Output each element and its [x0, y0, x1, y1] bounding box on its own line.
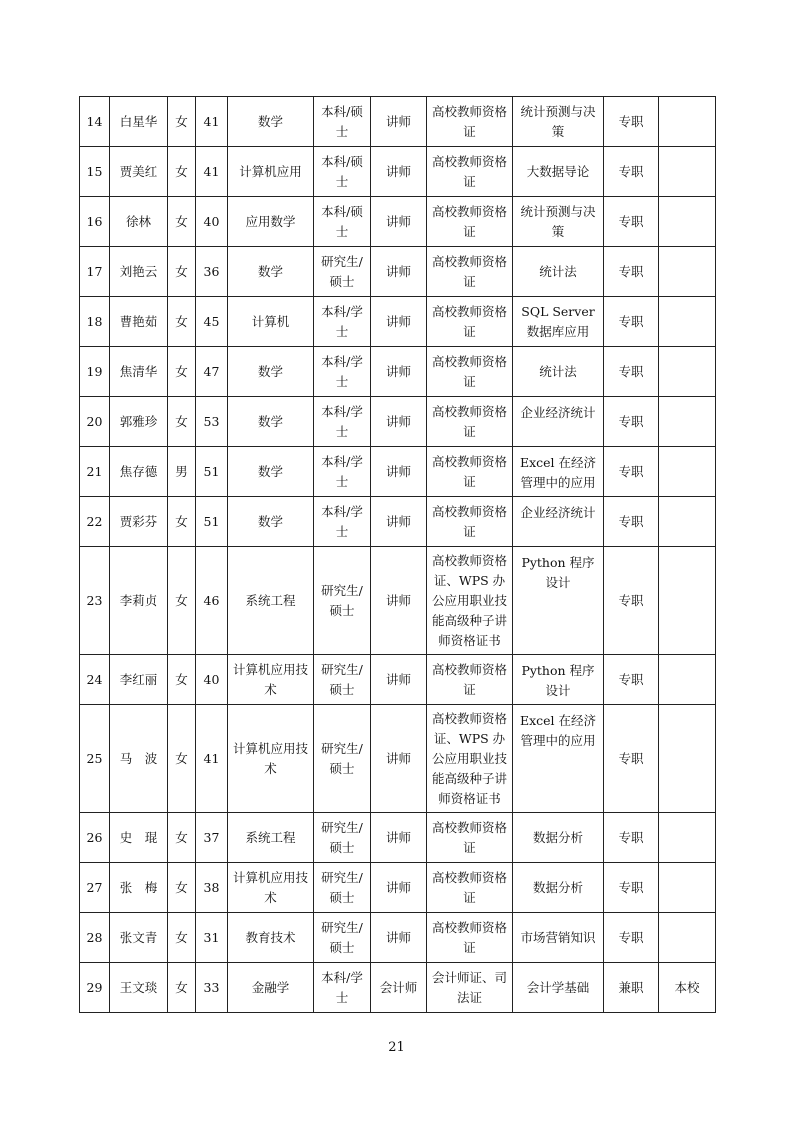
- job-title-cell: 讲师: [371, 397, 427, 447]
- employment-type-cell: 专职: [604, 655, 659, 705]
- row-number-cell: 17: [80, 247, 110, 297]
- job-title-cell: 讲师: [371, 655, 427, 705]
- major-cell: 数学: [228, 97, 314, 147]
- course-cell: Excel 在经济管理中的应用: [513, 447, 604, 497]
- course-cell: 统计预测与决策: [513, 197, 604, 247]
- gender-cell: 女: [168, 397, 196, 447]
- row-number-cell: 15: [80, 147, 110, 197]
- row-number-cell: 21: [80, 447, 110, 497]
- certificate-cell: 高校教师资格证: [427, 97, 513, 147]
- employment-type-cell: 专职: [604, 147, 659, 197]
- note-cell: [659, 913, 716, 963]
- age-cell: 51: [196, 447, 228, 497]
- age-cell: 41: [196, 147, 228, 197]
- note-cell: [659, 247, 716, 297]
- employment-type-cell: 专职: [604, 247, 659, 297]
- gender-cell: 女: [168, 247, 196, 297]
- staff-table-body: [80, 97, 716, 1013]
- job-title-cell: 讲师: [371, 247, 427, 297]
- age-cell: 47: [196, 347, 228, 397]
- table-row: [80, 247, 716, 297]
- row-number-cell: 20: [80, 397, 110, 447]
- gender-cell: 女: [168, 97, 196, 147]
- note-cell: [659, 97, 716, 147]
- major-cell: 计算机应用技术: [228, 863, 314, 913]
- table-row: [80, 297, 716, 347]
- certificate-cell: 高校教师资格证: [427, 863, 513, 913]
- education-cell: 本科/学士: [314, 497, 371, 547]
- table-row: [80, 197, 716, 247]
- course-cell: 统计法: [513, 347, 604, 397]
- note-cell: [659, 705, 716, 813]
- note-cell: [659, 813, 716, 863]
- row-number-cell: 24: [80, 655, 110, 705]
- course-cell: 数据分析: [513, 863, 604, 913]
- gender-cell: 女: [168, 863, 196, 913]
- major-cell: 系统工程: [228, 813, 314, 863]
- age-cell: 45: [196, 297, 228, 347]
- employment-type-cell: 专职: [604, 347, 659, 397]
- table-row: [80, 547, 716, 655]
- major-cell: 系统工程: [228, 547, 314, 655]
- certificate-cell: 会计师证、司法证: [427, 963, 513, 1013]
- gender-cell: 女: [168, 813, 196, 863]
- teacher-name-cell: 刘艳云: [110, 247, 168, 297]
- table-row: [80, 655, 716, 705]
- certificate-cell: 高校教师资格证: [427, 397, 513, 447]
- gender-cell: 女: [168, 963, 196, 1013]
- education-cell: 研究生/硕士: [314, 655, 371, 705]
- job-title-cell: 讲师: [371, 547, 427, 655]
- course-cell: 统计预测与决策: [513, 97, 604, 147]
- education-cell: 研究生/硕士: [314, 813, 371, 863]
- course-cell: SQL Server 数据库应用: [513, 297, 604, 347]
- teacher-name-cell: 徐林: [110, 197, 168, 247]
- employment-type-cell: 专职: [604, 97, 659, 147]
- certificate-cell: 高校教师资格证: [427, 347, 513, 397]
- certificate-cell: 高校教师资格证: [427, 197, 513, 247]
- job-title-cell: 讲师: [371, 147, 427, 197]
- job-title-cell: 讲师: [371, 813, 427, 863]
- row-number-cell: 16: [80, 197, 110, 247]
- education-cell: 本科/学士: [314, 963, 371, 1013]
- age-cell: 41: [196, 705, 228, 813]
- major-cell: 数学: [228, 347, 314, 397]
- table-row: [80, 147, 716, 197]
- certificate-cell: 高校教师资格证: [427, 913, 513, 963]
- employment-type-cell: 专职: [604, 497, 659, 547]
- teacher-name-cell: 马 波: [110, 705, 168, 813]
- table-row: [80, 813, 716, 863]
- certificate-cell: 高校教师资格证: [427, 297, 513, 347]
- education-cell: 本科/硕士: [314, 147, 371, 197]
- course-cell: 数据分析: [513, 813, 604, 863]
- education-cell: 本科/学士: [314, 347, 371, 397]
- age-cell: 40: [196, 197, 228, 247]
- age-cell: 51: [196, 497, 228, 547]
- gender-cell: 男: [168, 447, 196, 497]
- table-row: [80, 347, 716, 397]
- row-number-cell: 18: [80, 297, 110, 347]
- employment-type-cell: 专职: [604, 913, 659, 963]
- teacher-name-cell: 贾彩芬: [110, 497, 168, 547]
- course-cell: Python 程序设计: [513, 547, 604, 655]
- course-cell: 会计学基础: [513, 963, 604, 1013]
- major-cell: 教育技术: [228, 913, 314, 963]
- age-cell: 31: [196, 913, 228, 963]
- education-cell: 研究生/硕士: [314, 913, 371, 963]
- job-title-cell: 讲师: [371, 347, 427, 397]
- gender-cell: 女: [168, 705, 196, 813]
- education-cell: 研究生/硕士: [314, 247, 371, 297]
- age-cell: 53: [196, 397, 228, 447]
- education-cell: 本科/硕士: [314, 97, 371, 147]
- certificate-cell: 高校教师资格证: [427, 247, 513, 297]
- age-cell: 37: [196, 813, 228, 863]
- employment-type-cell: 专职: [604, 297, 659, 347]
- certificate-cell: 高校教师资格证: [427, 655, 513, 705]
- gender-cell: 女: [168, 913, 196, 963]
- education-cell: 本科/学士: [314, 397, 371, 447]
- job-title-cell: 讲师: [371, 705, 427, 813]
- gender-cell: 女: [168, 497, 196, 547]
- employment-type-cell: 专职: [604, 863, 659, 913]
- gender-cell: 女: [168, 147, 196, 197]
- row-number-cell: 25: [80, 705, 110, 813]
- teacher-name-cell: 李莉贞: [110, 547, 168, 655]
- course-cell: Excel 在经济管理中的应用: [513, 705, 604, 813]
- employment-type-cell: 专职: [604, 813, 659, 863]
- teacher-name-cell: 张文青: [110, 913, 168, 963]
- age-cell: 33: [196, 963, 228, 1013]
- course-cell: 统计法: [513, 247, 604, 297]
- table-row: [80, 447, 716, 497]
- age-cell: 46: [196, 547, 228, 655]
- row-number-cell: 19: [80, 347, 110, 397]
- row-number-cell: 28: [80, 913, 110, 963]
- staff-table: [79, 96, 716, 1013]
- course-cell: 企业经济统计: [513, 397, 604, 447]
- education-cell: 研究生/硕士: [314, 547, 371, 655]
- row-number-cell: 22: [80, 497, 110, 547]
- major-cell: 金融学: [228, 963, 314, 1013]
- major-cell: 数学: [228, 497, 314, 547]
- job-title-cell: 会计师: [371, 963, 427, 1013]
- teacher-name-cell: 曹艳茹: [110, 297, 168, 347]
- education-cell: 本科/硕士: [314, 197, 371, 247]
- gender-cell: 女: [168, 347, 196, 397]
- note-cell: 本校: [659, 963, 716, 1013]
- table-row: [80, 963, 716, 1013]
- job-title-cell: 讲师: [371, 497, 427, 547]
- row-number-cell: 29: [80, 963, 110, 1013]
- education-cell: 研究生/硕士: [314, 863, 371, 913]
- course-cell: 大数据导论: [513, 147, 604, 197]
- age-cell: 38: [196, 863, 228, 913]
- note-cell: [659, 655, 716, 705]
- education-cell: 研究生/硕士: [314, 705, 371, 813]
- job-title-cell: 讲师: [371, 447, 427, 497]
- certificate-cell: 高校教师资格证: [427, 447, 513, 497]
- table-row: [80, 97, 716, 147]
- row-number-cell: 23: [80, 547, 110, 655]
- row-number-cell: 14: [80, 97, 110, 147]
- teacher-name-cell: 王文琰: [110, 963, 168, 1013]
- employment-type-cell: 专职: [604, 705, 659, 813]
- table-row: [80, 397, 716, 447]
- major-cell: 应用数学: [228, 197, 314, 247]
- age-cell: 36: [196, 247, 228, 297]
- course-cell: 市场营销知识: [513, 913, 604, 963]
- row-number-cell: 27: [80, 863, 110, 913]
- note-cell: [659, 297, 716, 347]
- course-cell: 企业经济统计: [513, 497, 604, 547]
- note-cell: [659, 447, 716, 497]
- teacher-name-cell: 焦存德: [110, 447, 168, 497]
- employment-type-cell: 专职: [604, 447, 659, 497]
- note-cell: [659, 147, 716, 197]
- major-cell: 数学: [228, 397, 314, 447]
- job-title-cell: 讲师: [371, 97, 427, 147]
- teacher-name-cell: 贾美红: [110, 147, 168, 197]
- job-title-cell: 讲师: [371, 297, 427, 347]
- row-number-cell: 26: [80, 813, 110, 863]
- teacher-name-cell: 李红丽: [110, 655, 168, 705]
- education-cell: 本科/学士: [314, 297, 371, 347]
- note-cell: [659, 497, 716, 547]
- major-cell: 计算机应用技术: [228, 705, 314, 813]
- employment-type-cell: 专职: [604, 547, 659, 655]
- certificate-cell: 高校教师资格证: [427, 813, 513, 863]
- note-cell: [659, 863, 716, 913]
- teacher-name-cell: 白星华: [110, 97, 168, 147]
- education-cell: 本科/学士: [314, 447, 371, 497]
- course-cell: Python 程序设计: [513, 655, 604, 705]
- certificate-cell: 高校教师资格证、WPS 办公应用职业技能高级种子讲师资格证书: [427, 705, 513, 813]
- page-number: 21: [388, 1040, 405, 1055]
- job-title-cell: 讲师: [371, 863, 427, 913]
- note-cell: [659, 397, 716, 447]
- table-row: [80, 705, 716, 813]
- major-cell: 数学: [228, 247, 314, 297]
- gender-cell: 女: [168, 655, 196, 705]
- gender-cell: 女: [168, 297, 196, 347]
- table-row: [80, 497, 716, 547]
- age-cell: 41: [196, 97, 228, 147]
- note-cell: [659, 197, 716, 247]
- gender-cell: 女: [168, 197, 196, 247]
- gender-cell: 女: [168, 547, 196, 655]
- table-row: [80, 913, 716, 963]
- major-cell: 计算机: [228, 297, 314, 347]
- employment-type-cell: 专职: [604, 197, 659, 247]
- major-cell: 计算机应用: [228, 147, 314, 197]
- certificate-cell: 高校教师资格证: [427, 497, 513, 547]
- job-title-cell: 讲师: [371, 913, 427, 963]
- note-cell: [659, 347, 716, 397]
- teacher-name-cell: 焦清华: [110, 347, 168, 397]
- major-cell: 数学: [228, 447, 314, 497]
- note-cell: [659, 547, 716, 655]
- employment-type-cell: 兼职: [604, 963, 659, 1013]
- job-title-cell: 讲师: [371, 197, 427, 247]
- certificate-cell: 高校教师资格证、WPS 办公应用职业技能高级种子讲师资格证书: [427, 547, 513, 655]
- major-cell: 计算机应用技术: [228, 655, 314, 705]
- table-row: [80, 863, 716, 913]
- employment-type-cell: 专职: [604, 397, 659, 447]
- certificate-cell: 高校教师资格证: [427, 147, 513, 197]
- teacher-name-cell: 郭雅珍: [110, 397, 168, 447]
- teacher-name-cell: 张 梅: [110, 863, 168, 913]
- age-cell: 40: [196, 655, 228, 705]
- teacher-name-cell: 史 琨: [110, 813, 168, 863]
